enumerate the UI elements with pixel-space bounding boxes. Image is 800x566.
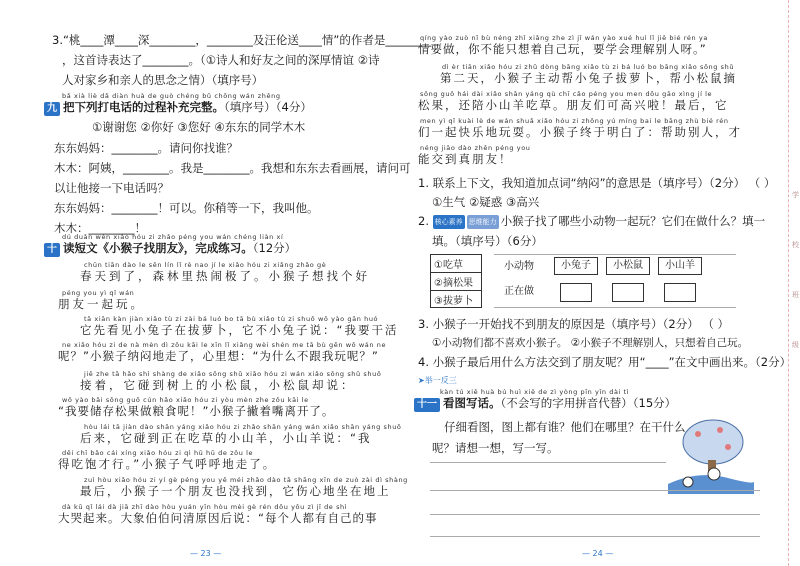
q2-question: 小猴子找了哪些小动物一起玩？它们在做什么？填一: [500, 214, 766, 228]
p7-pinyin: hòu lái tā jiàn dào shān yáng xiǎo hóu zi zhǎo shān yáng wán xiǎo shān yáng shuō: [84, 423, 402, 431]
s11-prompt1: 仔细看图，图上都有谁？他们在哪里？在干什么: [444, 420, 686, 434]
s9-title: 把下列打电话的过程补充完整。: [63, 100, 224, 114]
margin-label-2: 校: [792, 241, 799, 249]
answer-box-2[interactable]: [612, 283, 644, 302]
s9-line4: 东东妈妈：________！可以。你稍等一下，我叫他。: [54, 201, 319, 215]
r2-pinyin: dì èr tiān xiǎo hóu zi zhǔ dòng bāng xiǎo tù zi bá luó bo bāng xiǎo sōng shǔ: [442, 63, 735, 71]
p10-text: 大哭起来。大象伯伯问清原因后说：“每个人都有自己的事: [58, 511, 378, 525]
p4-pinyin: ne xiǎo hóu zi de nà mèn dì zǒu kāi le xīn lǐ xiǎng wèi shén me tā bù gēn wǒ wán ne: [62, 341, 387, 349]
s10-number: 十: [44, 243, 60, 257]
p9-pinyin: zuì hòu xiǎo hóu zi yí gè péng you yě méi zhǎo dào tā shāng xīn de zuò zài dì shàng: [84, 476, 408, 484]
s9-pinyin: bǎ xià liè dǎ diàn huà de guò chéng bǔ chōng wán zhěng: [62, 92, 281, 100]
r1-pinyin: qíng yào zuò nǐ bù néng zhǐ xiǎng zhe zì jǐ wán yào xué huì lǐ jiě bié rén ya: [420, 34, 708, 42]
r1-text: 情要做，你不能只想着自己玩，要学会理解别人呀。”: [418, 42, 707, 56]
s11-title: 看图写话。: [443, 396, 501, 410]
r4-text: 们一起快乐地玩耍。小猴子终于明白了：帮助别人，才: [418, 125, 742, 139]
q1-options: ①生气 ②疑惑 ③高兴: [432, 195, 540, 209]
s11-prompt2: 呢？请想一想，写一写。: [432, 441, 559, 455]
animal-goat: 小山羊: [658, 257, 702, 275]
r3-text: 松果，还陪小山羊吃草。朋友们可高兴啦！最后，它: [418, 98, 729, 112]
q3-line2: ，这首诗表达了________。（①诗人和好友之间的深厚情谊 ②诗: [62, 53, 380, 67]
s9-line3: 以让他接一下电话吗？: [54, 181, 169, 195]
p4-text: 呢？”小猴子纳闷地走了，心里想：“为什么不跟我玩呢？”: [58, 349, 379, 363]
binding-margin-line: [788, 0, 789, 566]
s10-header: [44, 241, 296, 257]
q3-text: 3. 小猴子一开始找不到朋友的原因是（填序号）（2分） （ ）: [418, 317, 730, 331]
page-number-left: — 23 —: [190, 549, 222, 558]
p7-text: 后来，它碰到正在吃草的小山羊，小山羊说：“我: [80, 431, 372, 445]
s9-header: [44, 100, 312, 116]
q2-option-2: ②摘松果: [431, 273, 481, 291]
p6-pinyin: wǒ yào bǎi sōng guǒ cún hǎo xiǎo hóu zi yòu mèn zhe zǒu kāi le: [62, 396, 309, 404]
s9-options: ①谢谢您 ②你好 ③您好 ④东东的同学木木: [92, 120, 306, 134]
margin-label-1: 学: [792, 191, 799, 199]
q3-options: ①小动物们都不喜欢小猴子。 ②小猴子不理解别人，只想着自己玩。: [432, 337, 749, 349]
q2-option-1: ①吃草: [431, 255, 481, 273]
row-label-doing: 正在做: [504, 286, 534, 297]
s11-header: [414, 396, 676, 412]
q2-tag-thinking: 思维能力: [467, 215, 499, 229]
p10-pinyin: dà kū qǐ lái dà jiā zhī dào hòu yuán yīn hòu mèi gè rén dōu yǒu zì jǐ de shì: [62, 503, 348, 511]
r5-pinyin: néng jiāo dào zhēn péng you: [420, 144, 531, 152]
s10-pinyin: dú duǎn wén xiǎo hóu zi zhǎo péng you wán chéng liàn xí: [62, 233, 284, 241]
margin-label-4: 级: [792, 341, 799, 349]
s9-score: （填序号）（4分）: [224, 100, 312, 114]
answer-box-3[interactable]: [664, 283, 696, 302]
write-line-2[interactable]: [430, 490, 760, 491]
write-line-1[interactable]: [430, 462, 666, 463]
p8-text: 得吃饱才行。”小猴子气呼呼地走了。: [58, 457, 277, 471]
r3-pinyin: sōng guǒ hái dài xiǎo shān yáng qù chī cǎo péng you men dōu gāo xìng jí le: [420, 90, 713, 98]
p5-pinyin: jiē zhe tā hǎo shì shàng de xiǎo sōng shǔ xiǎo hóu zi wán xiǎo sōng shǔ shuō: [84, 370, 382, 378]
r5-text: 能交到真朋友！: [418, 152, 513, 166]
p2-pinyin: péng you yì qǐ wán: [62, 289, 135, 297]
p8-pinyin: děi chī bǎo cái xíng xiǎo hóu zi qì hū hū de zǒu le: [62, 449, 254, 457]
p3-pinyin: tā xiān kàn jiàn xiǎo tù zi zài bá luó bo tā bù xiǎo tù zi shuō wǒ yào gān huó: [84, 315, 379, 323]
q2-tag-core: 核心素养: [433, 215, 465, 229]
margin-label-3: 班: [792, 291, 799, 299]
s11-pinyin: kàn tú xiě huà bú huì xiě de zì yòng pīn yīn dài tì: [440, 388, 630, 396]
q4-text: 4. 小猴子最后用什么方法交到了朋友呢？用“____”在文中画出来。（2分）: [418, 355, 792, 369]
r4-pinyin: men yì qǐ kuài lè de wán shuǎ xiǎo hóu zi zhōng yú míng bai le bāng zhù bié rén: [420, 117, 729, 125]
s9-line1: 东东妈妈：________。请问你找谁？: [54, 141, 238, 155]
s11-number: 十一: [414, 398, 440, 412]
page-number-right: — 24 —: [582, 549, 614, 558]
write-line-4[interactable]: [430, 536, 760, 537]
s10-score: （12分）: [252, 241, 297, 255]
q2-option-3: ③拔萝卜: [434, 296, 473, 307]
s10-title: 读短文《小猴子找朋友》，完成练习。: [63, 241, 253, 255]
r2-text: 第二天，小猴子主动帮小兔子拔萝卜，帮小松鼠摘: [440, 71, 737, 85]
q3-line3: 人对家乡和亲人的思念之情）（填序号）: [62, 73, 264, 87]
writing-picture: [668, 412, 754, 494]
s9-number: 九: [44, 102, 60, 116]
animal-squirrel: 小松鼠: [606, 257, 650, 275]
p2-text: 朋友一起玩。: [58, 297, 145, 311]
p1-pinyin: chūn tiān dào le sēn lín lǐ rè nao jí le xiǎo hóu zi xiǎng zhǎo gè: [84, 261, 327, 269]
p6-text: “我要储存松果做粮食呢！”小猴子撇着嘴离开了。: [58, 404, 335, 418]
p5-text: 接着，它碰到树上的小松鼠，小松鼠却说：: [80, 378, 356, 392]
right-page: [400, 0, 800, 566]
row-label-animals: 小动物: [504, 261, 534, 272]
p3-text: 它先看见小兔子在拔萝卜，它不小兔子说：“我要干活: [80, 323, 399, 337]
s9-line5: 木木：________！: [54, 221, 146, 235]
p9-text: 最后，小猴子一个朋友也没找到，它伤心地坐在地上: [80, 484, 391, 498]
s9-line2: 木木：阿姨，________。我是________。我想和东东去看画展，请问可: [54, 161, 411, 175]
s11-rest: （不会写的字用拼音代替）（15分）: [500, 396, 677, 410]
animal-rabbit: 小兔子: [554, 257, 598, 275]
q3-line1: 3.“桃____潭____深________，________及汪伦送____情”的作者是________: [52, 33, 432, 47]
extend-tag: ➤举一反三: [418, 376, 457, 385]
q2-option-list: [430, 254, 482, 308]
q2-sub: 填。（填序号）（6分）: [432, 234, 543, 248]
answer-box-1[interactable]: [560, 283, 592, 302]
p1-text: 春天到了，森林里热闹极了。小猴子想找个好: [80, 269, 370, 283]
write-line-3[interactable]: [430, 514, 760, 515]
q2-text: 2. 核心素养 思维能力 小猴子找了哪些小动物一起玩？它们在做什么？填一: [418, 214, 766, 228]
q1-text: 1. 联系上下文，我知道加点词“纳闷”的意思是（填序号）（2分） （ ）: [418, 176, 776, 190]
